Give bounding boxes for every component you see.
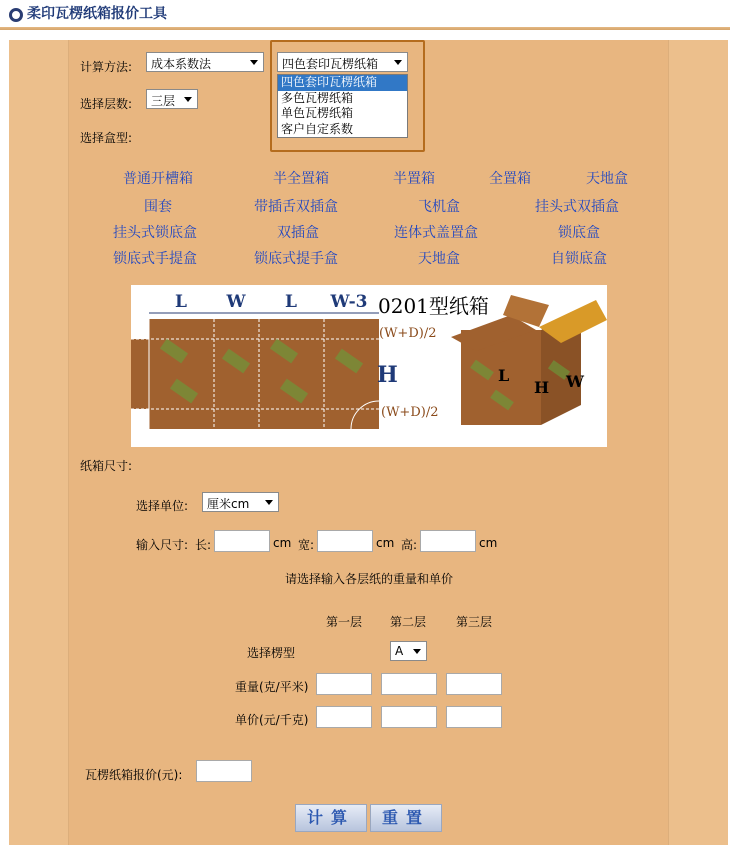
- print-type-option[interactable]: 单色瓦楞纸箱: [281, 106, 354, 120]
- layers-label: 选择层数:: [80, 97, 133, 111]
- height-label: 高:: [401, 538, 418, 552]
- layer-header: 第二层: [390, 615, 427, 629]
- chevron-down-icon: [413, 649, 421, 654]
- calc-method-label: 计算方法:: [80, 60, 133, 74]
- box-type-link[interactable]: 连体式盖置盒: [394, 225, 478, 241]
- layers-prompt: 请选择输入各层纸的重量和单价: [285, 572, 454, 586]
- chevron-down-icon: [184, 97, 192, 102]
- dim-label: W-3: [330, 292, 368, 312]
- box-type-link[interactable]: 全置箱: [489, 171, 531, 187]
- chevron-down-icon: [265, 500, 273, 505]
- layer-header: 第一层: [326, 615, 363, 629]
- flute-select[interactable]: [390, 641, 427, 661]
- size-input-label: 输入尺寸:: [136, 538, 189, 552]
- width-label: 宽:: [298, 538, 315, 552]
- dim-label: L: [285, 292, 297, 312]
- box-type-link[interactable]: 天地盒: [418, 251, 460, 267]
- dim-label: H: [534, 378, 550, 397]
- weight-input-layer2[interactable]: [381, 673, 437, 695]
- box-type-link[interactable]: 锁底式提手盒: [254, 251, 338, 267]
- weight-input-layer3[interactable]: [446, 673, 502, 695]
- calc-method-value: 成本系数法: [151, 57, 212, 71]
- box-type-link[interactable]: 普通开槽箱: [123, 171, 193, 187]
- calc-method-select[interactable]: [146, 52, 264, 72]
- box-type-link[interactable]: 挂头式双插盒: [535, 199, 619, 215]
- layers-value: 三层: [151, 94, 176, 108]
- price-input-layer2[interactable]: [381, 706, 437, 728]
- left-column: [9, 40, 69, 845]
- price-input-layer1[interactable]: [316, 706, 372, 728]
- box-type-link[interactable]: 挂头式锁底盒: [113, 225, 197, 241]
- box-diagram-svg: [131, 285, 607, 447]
- box-type-link[interactable]: 围套: [144, 199, 172, 215]
- weight-label: 重量(克/平米): [235, 680, 309, 694]
- right-column: [668, 40, 728, 845]
- height-input[interactable]: [420, 530, 476, 552]
- dim-label: L: [498, 366, 510, 385]
- box-type-link[interactable]: 半全置箱: [273, 171, 329, 187]
- box-type-link[interactable]: 飞机盒: [418, 199, 460, 215]
- chevron-down-icon: [250, 60, 258, 65]
- dim-label: (W+D)/2: [381, 405, 439, 420]
- dim-label: H: [377, 362, 398, 388]
- title-divider: [0, 27, 730, 30]
- price-label: 单价(元/千克): [235, 713, 309, 727]
- calculate-button[interactable]: 计算: [295, 804, 367, 832]
- circle-bullet-icon: [9, 8, 23, 22]
- unit-label: 选择单位:: [136, 499, 189, 513]
- print-type-option[interactable]: 四色套印瓦楞纸箱: [278, 75, 407, 91]
- layers-select[interactable]: [146, 89, 198, 109]
- box-type-link[interactable]: 双插盒: [277, 225, 319, 241]
- reset-button[interactable]: 重置: [370, 804, 442, 832]
- print-type-value: 四色套印瓦楞纸箱: [282, 57, 379, 71]
- price-input-layer3[interactable]: [446, 706, 502, 728]
- weight-input-layer1[interactable]: [316, 673, 372, 695]
- height-unit: cm: [479, 536, 498, 550]
- print-type-option[interactable]: 客户自定系数: [281, 121, 354, 136]
- page-title: 柔印瓦楞纸箱报价工具: [27, 6, 167, 22]
- width-input[interactable]: [317, 530, 373, 552]
- print-type-option[interactable]: 多色瓦楞纸箱: [281, 90, 354, 105]
- size-section-label: 纸箱尺寸:: [80, 459, 133, 473]
- print-type-select[interactable]: [277, 52, 408, 72]
- layer-header: 第三层: [456, 615, 493, 629]
- dim-label: W: [566, 372, 584, 391]
- dim-label: W: [226, 292, 246, 312]
- box-type-link[interactable]: 半置箱: [393, 171, 435, 187]
- flute-value: A: [395, 644, 404, 658]
- box-type-link[interactable]: 天地盒: [586, 171, 628, 187]
- box-type-label: 选择盒型:: [80, 131, 133, 145]
- length-input[interactable]: [214, 530, 270, 552]
- box-type-link[interactable]: 自锁底盒: [551, 251, 607, 267]
- print-type-options: [277, 74, 408, 138]
- dim-label: L: [175, 292, 187, 312]
- quote-output[interactable]: [196, 760, 252, 782]
- box-type-link[interactable]: 锁底式手提盒: [113, 251, 197, 267]
- length-unit: cm: [273, 536, 292, 550]
- chevron-down-icon: [394, 60, 402, 65]
- length-label: 长:: [195, 538, 212, 552]
- unit-value: 厘米cm: [207, 497, 250, 511]
- flute-label: 选择楞型: [247, 646, 296, 660]
- box-type-link[interactable]: 带插舌双插盒: [254, 199, 338, 215]
- quote-label: 瓦楞纸箱报价(元):: [85, 768, 183, 782]
- box-type-link[interactable]: 锁底盒: [558, 225, 600, 241]
- diagram-title: 0201型纸箱: [378, 294, 489, 318]
- unit-select[interactable]: [202, 492, 279, 512]
- width-unit: cm: [376, 536, 395, 550]
- dim-label: (W+D)/2: [379, 326, 437, 341]
- box-diagram: [131, 285, 607, 447]
